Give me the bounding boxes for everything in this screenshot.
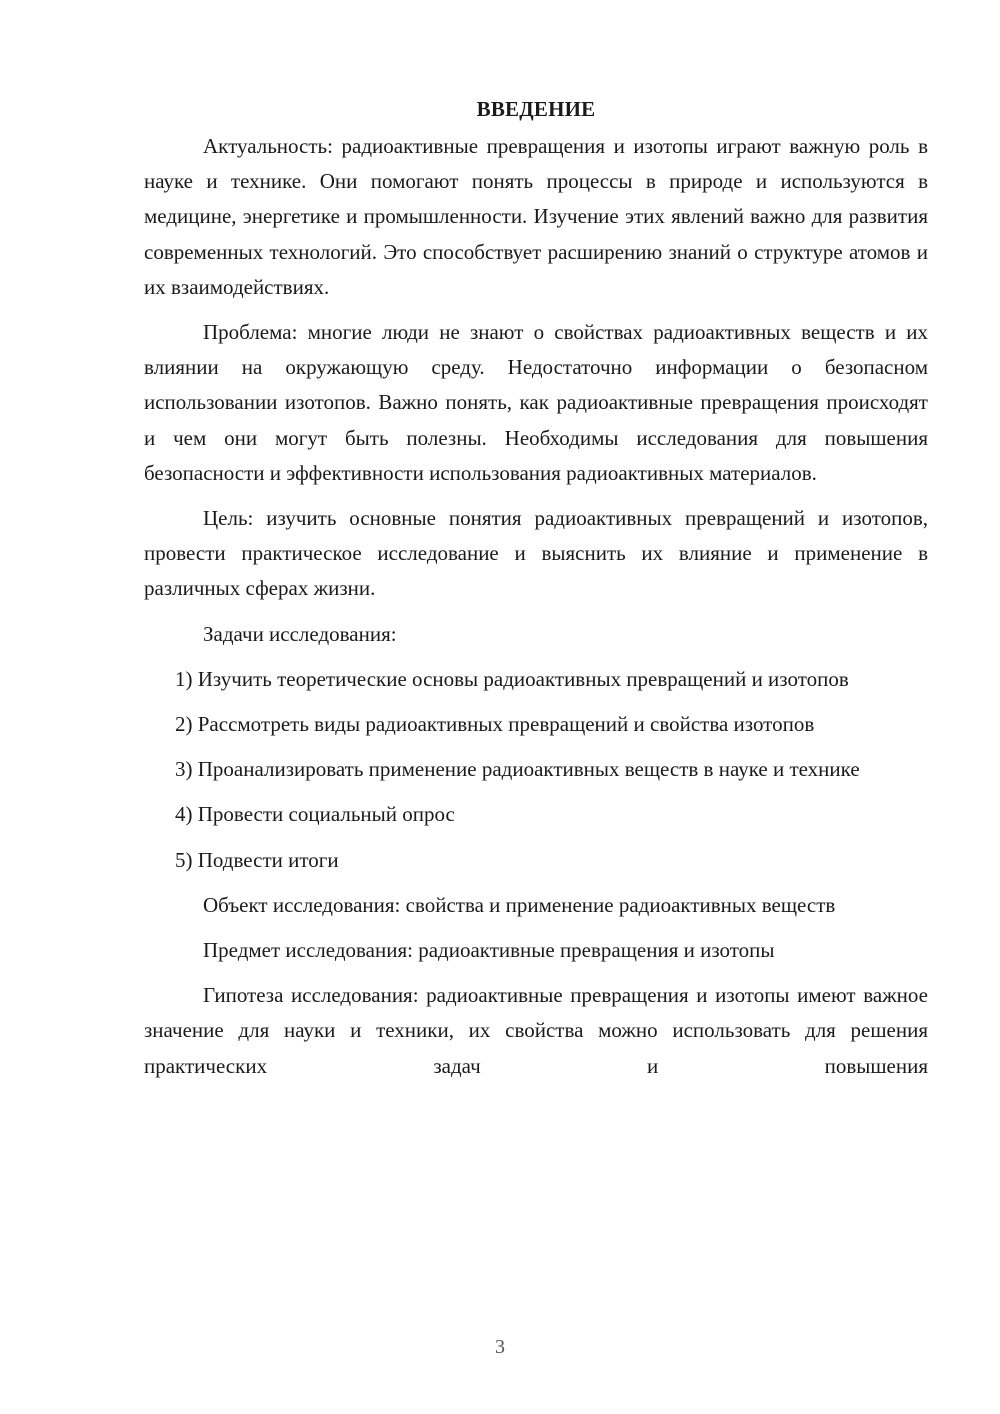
paragraph-hypothesis: Гипотеза исследования: радиоактивные превращения и изотопы имеют важное значение для науки и техники, их свойства можно использовать для решения практических задач и повышения [144,983,928,1078]
paragraph-relevance: Актуальность: радиоактивные превращения и изотопы играют важную роль в науке и технике. Они помогают понять процессы в природе и используются в медицине, энергетике и промышленности. Изучение этих явлений важно для развития современных технологий. Это способствует расширению знаний о структуре атомов и их взаимодействиях. [144,134,928,299]
task-item-1: 1) Изучить теоретические основы радиоактивных превращений и изотопов [175,666,849,691]
paragraph-problem: Проблема: многие люди не знают о свойствах радиоактивных веществ и их влиянии на окружающую среду. Недостаточно информации о безопасном использовании изотопов. Важно понять, как радиоактивные превращения происходят и чем они могут быть полезны. Необходимы исследования для повышения безопасности и эффективности использования радиоактивных материалов. [144,320,928,485]
paragraph-subject: Предмет исследования: радиоактивные превращения и изотопы [203,938,775,963]
document-page [144,92,928,1084]
task-item-2: 2) Рассмотреть виды радиоактивных превращений и свойства изотопов [175,712,815,737]
tasks-heading: Задачи исследования: [203,621,397,646]
paragraph-goal: Цель: изучить основные понятия радиоактивных превращений и изотопов, провести практическое исследование и выяснить их влияние и применение в различных сферах жизни. [144,506,928,601]
task-item-4: 4) Провести социальный опрос [175,802,455,827]
task-item-5: 5) Подвести итоги [175,847,339,872]
task-item-3: 3) Проанализировать применение радиоактивных веществ в науке и технике [175,757,860,782]
page-number: 3 [495,1336,505,1358]
section-title: ВВЕДЕНИЕ [476,97,596,121]
paragraph-object: Объект исследования: свойства и применение радиоактивных веществ [203,892,836,917]
